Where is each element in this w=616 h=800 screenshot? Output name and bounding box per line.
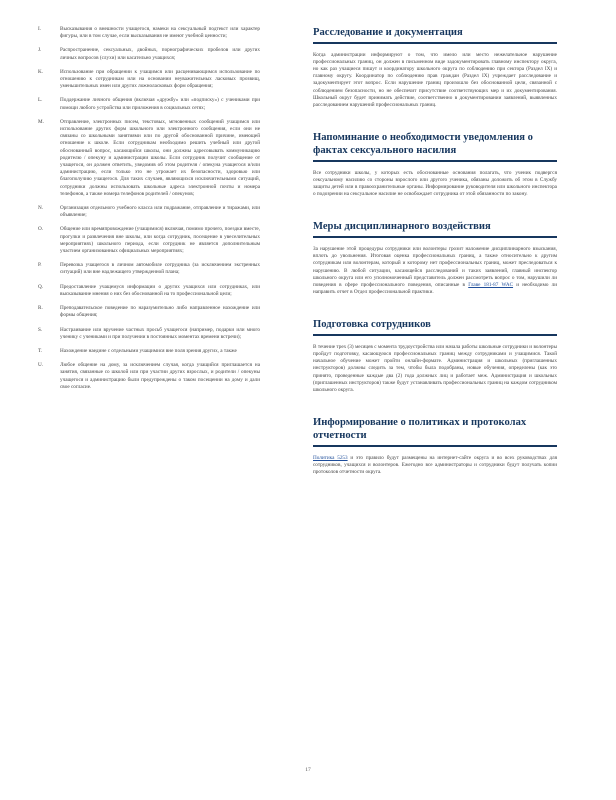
section-policy-info bbox=[313, 416, 557, 476]
section-body: Когда администрации информируют о том, что имело или место нежелательное нарушение профессиональных границ, он должен в письменном виде задокументировать главному инспектору округа, но как раз учащиеся пишут и координатору школьного округа по соблюдению при сектора (Раздел IX) и главному округу. Координатор по соблюдению прав граждан (Раздел IX) учреждает расследование и задокументирует этот вопрос. Если нарушение границ произошло без обоснованной цели, связанной с соблюдением безопасности, но не обеспечит присутствие соответствующих мер и их документирования. Школьный округ будет принимать действие, соответственно в документировании заявлений, выявленных расследованием нарушений профессиональных границ. bbox=[313, 51, 557, 108]
list-item-letter: J. bbox=[38, 47, 42, 54]
section-title: Подготовка сотрудников bbox=[313, 319, 431, 331]
list-item-letter: U. bbox=[38, 362, 44, 369]
list-item bbox=[38, 284, 260, 298]
section-title: Расследование и документация bbox=[313, 27, 463, 38]
list-item-text: Высказывания о внешности учащегося, намеки на сексуальный подтекст или характер фигуры, или в том случае, если высказывания не имеют учебной ценности; bbox=[60, 26, 260, 40]
list-item bbox=[38, 305, 260, 319]
section-body bbox=[313, 246, 557, 296]
list-item bbox=[38, 119, 260, 198]
policy-link[interactable]: Политика 5253 bbox=[313, 454, 348, 461]
list-item bbox=[38, 97, 260, 111]
section-body-text: За нарушение этой процедуры сотрудники или волонтеры грозит наложение дисциплинарного взыскания, вплоть до увольнения. Итоговая оценка профессиональных границ, а также относительно к другим сотрудникам или волонтерам, который и которому нет профессиональных границ, может преследоваться к нарушению. В любой ситуации, касающейся расследований и таких заявлений, главный инспектор школьного округа или его уполномоченный представитель должен рассмотреть вопрос о том, нарушили ли поведения в сфере профессионального поведения, описанные в bbox=[313, 245, 557, 288]
list-item-letter: P. bbox=[38, 262, 42, 269]
list-item-text: Предоставление учащемуся информации о других учащихся или сотрудниках, или высказывание мнения о них без обоснованной на то профессиональной цели; bbox=[60, 283, 260, 297]
list-item-letter: O. bbox=[38, 226, 44, 233]
list-item bbox=[38, 327, 260, 341]
list-item-text: Любое общение на дому, за исключением случая, когда учащийся приглашается на занятия, связанные со школой или при участии других взрослых, и родители / опекуны учащегося и администрацию были предупреждены о таком посещении на дому и дали свое согласие. bbox=[60, 362, 260, 390]
list-item-text: Перевозка учащегося в личном автомобиле сотрудника (за исключением экстренных ситуаций) или вне надлежащего утвержденной плана; bbox=[60, 262, 260, 276]
list-item-text: Поддержание личного общения (включая «дружбу» или «подписку») с учениками при помощи любого устройства или приложения в социальных сетях; bbox=[60, 97, 260, 111]
list-item bbox=[38, 348, 260, 355]
right-column bbox=[313, 26, 557, 476]
list-item-letter: I. bbox=[38, 26, 42, 32]
list-item-text: Распространение, сексуальных, двойных, порнографических пробелов или других личных вопросов (слухи) или касательно учащихся; bbox=[60, 47, 260, 61]
title-rule bbox=[313, 445, 557, 447]
title-rule bbox=[313, 236, 557, 238]
section-title: Информирование о политиках и протоколах отчетности bbox=[313, 417, 527, 442]
wac-link[interactable]: Главе 181-87 WAC bbox=[468, 281, 514, 288]
list-item bbox=[38, 262, 260, 276]
list-item-text: Использование при обращении к учащимся или расценивающимся использование по отношению к сотрудникам или на основании неуважительных ласковых прозвищ, уменьшительных имен или других ложноласковых форм обращения; bbox=[60, 68, 260, 90]
section-title: Меры дисциплинарного воздействия bbox=[313, 221, 491, 233]
page-number: 17 bbox=[305, 767, 311, 773]
list-item-text: Преподавательское поведение по наразумительно либо направленное нахождение или формы общения; bbox=[60, 305, 260, 319]
section-investigation bbox=[313, 26, 557, 109]
section-reporting-reminder bbox=[313, 131, 557, 198]
section-body bbox=[313, 455, 557, 477]
list-item-letter: K. bbox=[38, 68, 44, 75]
title-rule bbox=[313, 334, 557, 336]
title-rule bbox=[313, 160, 557, 162]
list-item-letter: T. bbox=[38, 347, 43, 354]
list-item bbox=[38, 362, 260, 391]
section-title: Напоминание о необходимости уведомления о фактах сексуального насилия bbox=[313, 132, 533, 157]
section-body-tail: и это правило будут размещены на интернет-сайте округа и во всех руководствах для сотрудников, учащихся и волонтеров. Ежегодно все администраторы и сотрудники будут получать копии протоколов отчетности округа. bbox=[313, 454, 558, 476]
section-body: В течение трех (3) месяцев с момента трудоустройства или начала работы школьные сотрудники и волонтеры пройдут подготовку, касающуюся профессиональных границ между сотрудниками и учащимися. Такой начальное обучение может пройти онлайн-формате. Администрация и школьных (приглашенных инструкторов) должны следить за тем, чтобы была подобраны, новые обучения, определены (как это принято, проведенные каждые два (2) года должных лиц и работает меж. Администрация и школьных (приглашенных инструкторов) также будут устанавливать профессиональных границ на каждом сотрудником школьного округа. bbox=[313, 343, 557, 394]
section-body: Все сотрудники школы, у которых есть обоснованные основания полагать, что ученик подвергся сексуальному насилию со стороны взрослого или другого ученика, обязаны доложить об этом в Службу защиты детей или в правоохранительные органы. Информирование руководителя или школьного инспектора о подозрении на сексуальное насилие не освобождает сотрудника от этой обязанности по закону. bbox=[313, 169, 557, 198]
list-item-letter: S. bbox=[38, 326, 43, 333]
section-discipline bbox=[313, 220, 557, 296]
list-item bbox=[38, 205, 260, 219]
left-column bbox=[38, 26, 260, 398]
list-item-letter: Q. bbox=[38, 283, 44, 290]
list-item-letter: N. bbox=[38, 205, 44, 212]
list-item bbox=[38, 47, 260, 61]
list-item-letter: L. bbox=[38, 97, 43, 104]
list-item bbox=[38, 26, 260, 40]
list-item-text: Нахождение наедине с отдельными учащимися вне поля зрения других, а также bbox=[60, 347, 237, 354]
list-item-text: Общение или времяпровождение (учащимися) включая, помимо прочего, поездки вместе, прогулки и развлечения вне школы, или когда сотрудник, посещение в увеселительных мероприятиях) школьного периода, если сотрудник не является дополнительным участием организованных официальных мероприятиях; bbox=[60, 226, 260, 255]
list-item bbox=[38, 69, 260, 91]
list-item-text: Отправление, электронных писем, текстовых, мгновенных сообщений учащимся или использование других форм школьного или электронного сообщения, если они не связаны со школьными занятиями или по другой обоснованной причине, имеющей отношение к школе. Если сотрудникам необходимо решить учебный или другой обоснованный вопрос, касающийся школы, они должны адресовывать коммуникацию родителю / опекуну и администрации школы. Если сотрудник получит сообщение от учащегося, он должен ответить, уведомив об этом родителя / опекуна учащегося и/или администрацию, если только это не угрожает их безопасности, здоровью или благополучию учащегося. Для таких случаев, являющихся исключительными ситуаций, сотрудники должны использовать школьные адреса электронной почты и номера телефонов, а также номера телефонов родителей / опекунов; bbox=[60, 118, 260, 197]
list-item-text: Организация отдельного учебного класса или подражание, отправление и тиражами, или объявление; bbox=[60, 205, 260, 219]
list-item-letter: M. bbox=[38, 118, 44, 125]
list-item-text: Настраивание или вручение частных просьб учащегося (например, подарки или много ученику с учениками и при получении в постоянных моментах времени встречи); bbox=[60, 326, 260, 340]
section-training bbox=[313, 318, 557, 394]
title-rule bbox=[313, 42, 557, 44]
list-item bbox=[38, 226, 260, 255]
list-item-letter: R. bbox=[38, 305, 43, 312]
section-body-tail: и необходимо ли направить отчет в Отдел профессиональной практики. bbox=[313, 281, 558, 296]
